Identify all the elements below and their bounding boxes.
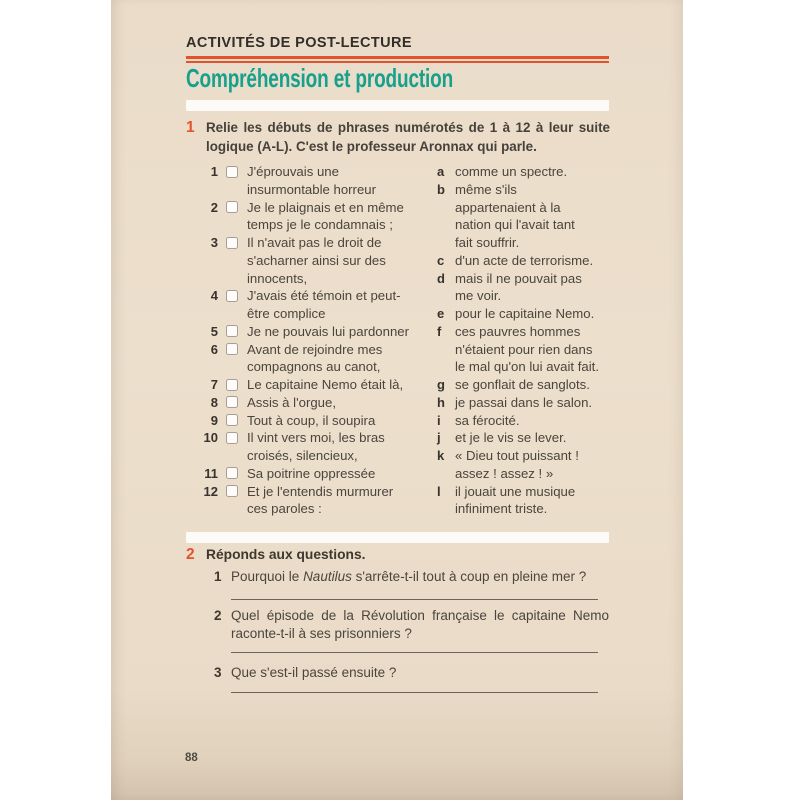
- exercise2-number: 2: [186, 546, 195, 563]
- item-text: [247, 163, 376, 199]
- match-item-lettered: [437, 163, 599, 181]
- item-text: [455, 181, 575, 252]
- item-text-line: infiniment triste.: [455, 501, 548, 517]
- item-letter: h: [437, 394, 445, 410]
- answer-checkbox[interactable]: [226, 325, 238, 337]
- item-text-line: nation qui l'avait tant: [455, 217, 575, 233]
- item-text-line: insurmontable horreur: [247, 181, 377, 197]
- match-item-lettered: [437, 447, 599, 483]
- item-text: [455, 270, 582, 306]
- item-text: [247, 323, 409, 341]
- match-item-numbered: [196, 199, 409, 235]
- item-number: 1: [210, 164, 218, 179]
- item-text: [247, 287, 401, 323]
- item-number: 12: [203, 483, 218, 499]
- item-text-line: Il n'avait pas le droit de: [247, 235, 382, 250]
- exercise1-number: 1: [186, 119, 195, 136]
- item-text-line: n'étaient pour rien dans: [455, 341, 593, 357]
- item-letter: a: [437, 164, 445, 179]
- item-number: 10: [203, 430, 218, 446]
- exercise1-instruction-line: logique (A-L). C'est le professeur Aronnax qui parle.: [206, 138, 537, 154]
- match-item-lettered: [437, 181, 599, 252]
- item-text: [455, 376, 590, 394]
- item-text-line: fait souffrir.: [455, 235, 520, 250]
- question-number: 2: [214, 608, 222, 623]
- item-number: 3: [210, 235, 218, 250]
- item-text-line: Je le plaignais et en même: [247, 199, 404, 215]
- item-text: [247, 394, 336, 412]
- answer-checkbox[interactable]: [226, 432, 238, 444]
- item-text-line: Je ne pouvais lui pardonner: [247, 323, 410, 339]
- item-text-line: pour le capitaine Nemo.: [455, 306, 595, 321]
- page-number: 88: [185, 752, 198, 764]
- question-text-line: Quel épisode de la Révolution française le capitaine Nemo: [231, 608, 609, 623]
- item-letter: i: [437, 412, 441, 428]
- match-item-numbered: [196, 341, 409, 377]
- item-text-line: mais il ne pouvait pas: [455, 270, 582, 286]
- item-text: [455, 323, 599, 376]
- answer-checkbox[interactable]: [226, 237, 238, 249]
- answer-line[interactable]: [231, 692, 598, 693]
- book-page: [111, 0, 683, 800]
- answer-checkbox[interactable]: [226, 201, 238, 213]
- match-left-column: [196, 163, 409, 518]
- item-text-line: être complice: [247, 306, 326, 321]
- match-item-numbered: [196, 287, 409, 323]
- item-text-line: innocents,: [247, 270, 308, 286]
- item-text-line: le mal qu'on lui avait fait.: [455, 359, 599, 375]
- item-letter: b: [437, 181, 445, 197]
- match-item-lettered: [437, 323, 599, 376]
- answer-checkbox[interactable]: [226, 290, 238, 302]
- item-text: [455, 447, 579, 483]
- match-item-numbered: [196, 394, 409, 412]
- match-item-numbered: [196, 429, 409, 465]
- item-text-line: même s'ils: [455, 181, 517, 197]
- match-item-lettered: [437, 429, 599, 447]
- match-item-numbered: [196, 163, 409, 199]
- item-text: [455, 163, 567, 181]
- question-row: [214, 607, 609, 642]
- match-item-lettered: [437, 394, 599, 412]
- item-text: [455, 429, 566, 447]
- match-item-numbered: [196, 412, 409, 430]
- item-letter: e: [437, 306, 445, 321]
- item-text: [455, 483, 575, 519]
- item-number: 7: [210, 377, 218, 392]
- item-letter: c: [437, 252, 445, 268]
- answer-checkbox[interactable]: [226, 414, 238, 426]
- exercise2-header: [186, 546, 610, 564]
- item-text-line: « Dieu tout puissant !: [455, 448, 579, 463]
- item-number: 11: [204, 465, 218, 481]
- item-letter: g: [437, 377, 445, 392]
- item-number: 6: [210, 341, 218, 357]
- page-kicker: ACTIVITÉS DE POST-LECTURE: [186, 35, 412, 51]
- item-text-line: me voir.: [455, 288, 502, 304]
- answer-checkbox[interactable]: [226, 343, 238, 355]
- match-item-numbered: [196, 234, 409, 287]
- question-number: 3: [214, 665, 222, 680]
- item-text: [247, 234, 386, 287]
- item-text: [247, 199, 404, 235]
- item-letter: l: [437, 483, 441, 499]
- item-text-line: Le capitaine Nemo était là,: [247, 377, 404, 392]
- question-text-line: raconte-t-il à ses prisonniers ?: [231, 625, 412, 641]
- item-text: [455, 252, 593, 270]
- item-text-line: et je le vis se lever.: [455, 430, 567, 446]
- item-text-line: Tout à coup, il soupira: [247, 412, 376, 428]
- item-number: 2: [210, 199, 218, 215]
- match-item-numbered: [196, 376, 409, 394]
- match-item-lettered: [437, 270, 599, 306]
- match-item-numbered: [196, 465, 409, 483]
- item-text-line: Et je l'entendis murmurer: [247, 483, 394, 499]
- item-text-line: comme un spectre.: [455, 164, 568, 179]
- item-text-line: croisés, silencieux,: [247, 448, 358, 463]
- question-text-line: Pourquoi le Nautilus s'arrête-t-il tout à coup en pleine mer ?: [231, 569, 587, 584]
- item-text-line: compagnons au canot,: [247, 359, 381, 375]
- item-number: 4: [210, 288, 218, 304]
- match-item-numbered: [196, 323, 409, 341]
- item-letter: f: [437, 323, 442, 339]
- item-text: [455, 305, 594, 323]
- item-text-line: J'avais été témoin et peut-: [247, 288, 401, 304]
- item-letter: k: [437, 448, 445, 463]
- answer-line[interactable]: [231, 652, 598, 653]
- item-text: [247, 465, 375, 483]
- item-text-line: Assis à l'orgue,: [247, 394, 337, 410]
- item-text-line: temps je le condamnais ;: [247, 217, 393, 233]
- match-right-column: [437, 163, 599, 518]
- question-text: [231, 568, 609, 586]
- exercise1-instruction: [206, 119, 610, 156]
- exercise1-header: [186, 119, 610, 156]
- question-text-line: Que s'est-il passé ensuite ?: [231, 665, 397, 680]
- answer-line[interactable]: [231, 599, 598, 600]
- item-text-line: ces paroles :: [247, 501, 322, 517]
- match-item-lettered: [437, 305, 599, 323]
- match-item-lettered: [437, 412, 599, 430]
- item-text-line: d'un acte de terrorisme.: [455, 252, 594, 268]
- question-row: [214, 664, 609, 682]
- questions-block: [214, 568, 609, 693]
- white-bar-bottom: [186, 532, 609, 543]
- question-row: [214, 568, 609, 586]
- answer-checkbox[interactable]: [226, 485, 238, 497]
- item-text: [455, 394, 592, 412]
- item-text-line: ces pauvres hommes: [455, 323, 581, 339]
- item-text-line: se gonflait de sanglots.: [455, 377, 590, 392]
- answer-checkbox[interactable]: [226, 166, 238, 178]
- item-text-line: je passai dans le salon.: [455, 394, 593, 410]
- match-item-lettered: [437, 376, 599, 394]
- item-text-line: sa férocité.: [455, 412, 520, 428]
- item-text-line: Avant de rejoindre mes: [247, 341, 383, 357]
- item-text: [247, 412, 375, 430]
- section-title: Compréhension et production: [186, 63, 454, 93]
- white-bar-top: [186, 100, 609, 111]
- item-text-line: J'éprouvais une: [247, 164, 339, 179]
- item-number: 8: [210, 394, 218, 410]
- question-text: [231, 664, 609, 682]
- item-text-line: Sa poitrine oppressée: [247, 465, 376, 481]
- item-text-line: appartenaient à la: [455, 199, 561, 215]
- item-text-line: assez ! assez ! »: [455, 465, 554, 481]
- item-text: [455, 412, 520, 430]
- item-text-line: Il vint vers moi, les bras: [247, 430, 385, 446]
- item-number: 5: [210, 323, 218, 339]
- item-text-line: il jouait une musique: [455, 483, 576, 499]
- exercise2-instruction: Réponds aux questions.: [206, 547, 366, 562]
- match-item-lettered: [437, 252, 599, 270]
- item-text-line: s'acharner ainsi sur des: [247, 252, 386, 268]
- answer-checkbox[interactable]: [226, 396, 238, 408]
- item-text: [247, 341, 382, 377]
- match-item-numbered: [196, 483, 409, 519]
- orange-divider: [186, 56, 609, 63]
- item-number: 9: [210, 412, 218, 428]
- question-text: [231, 607, 609, 642]
- item-letter: j: [437, 430, 441, 446]
- exercise1-instruction-line: Relie les débuts de phrases numérotés de 1 à 12 à leur suite: [206, 120, 610, 135]
- item-text: [247, 376, 403, 394]
- question-number: 1: [214, 569, 222, 584]
- answer-checkbox[interactable]: [226, 379, 238, 391]
- item-letter: d: [437, 270, 445, 286]
- item-text: [247, 483, 393, 519]
- match-item-lettered: [437, 483, 599, 519]
- answer-checkbox[interactable]: [226, 467, 238, 479]
- item-text: [247, 429, 385, 465]
